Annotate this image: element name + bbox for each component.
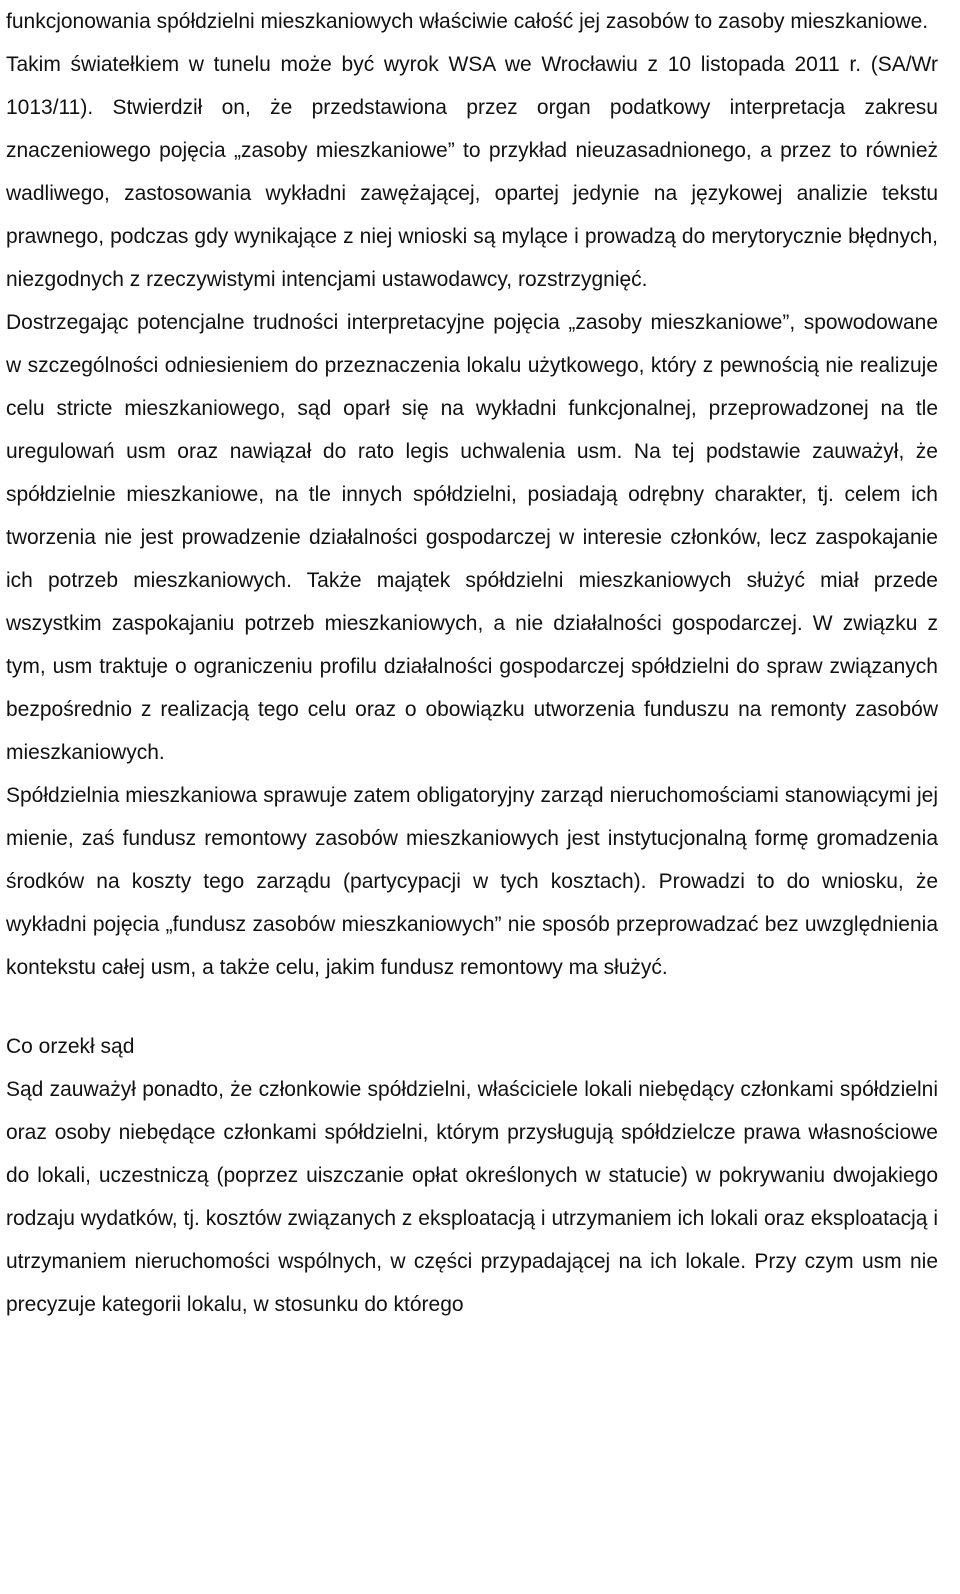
paragraph-wsa-ruling: Takim światełkiem w tunelu może być wyrok WSA we Wrocławiu z 10 listopada 2011 r. (SA/Wr 1013/11). Stwierdził on, że przedstawiona przez organ podatkowy interpretacja zakresu znaczeniowego pojęcia „zasoby mieszkaniowe” to przykład nieuzasadnionego, a przez to również wadliwego, zastosowania wykładni zawężającej, opartej jedynie na językowej analizie tekstu prawnego, podczas gdy wynikające z niej wnioski są mylące i prowadzą do merytorycznie błędnych, niezgodnych z rzeczywistymi intencjami ustawodawcy, rozstrzygnięć. — [6, 53, 938, 291]
paragraph-interpretation: Dostrzegając potencjalne trudności interpretacyjne pojęcia „zasoby mieszkaniowe”, spowodowane w szczególności odniesieniem do przeznaczenia lokalu użytkowego, który z pewnością nie realizuje celu stricte mieszkaniowego, sąd oparł się na wykładni funkcjonalnej, przeprowadzonej na tle uregulowań usm oraz nawiązał do rato legis uchwalenia usm. Na tej podstawie zauważył, że spółdzielnie mieszkaniowe, na tle innych spółdzielni, posiadają odrębny charakter, tj. celem ich tworzenia nie jest prowadzenie działalności gospodarczej w interesie członków, lecz zaspokajanie ich potrzeb mieszkaniowych. Także majątek spółdzielni mieszkaniowych służyć miał przede wszystkim zaspokajaniu potrzeb mieszkaniowych, a nie działalności gospodarczej. W związku z tym, usm traktuje o ograniczeniu profilu działalności gospodarczej spółdzielni do spraw związanych bezpośrednio z realizacją tego celu oraz o obowiązku utworzenia funduszu na remonty zasobów mieszkaniowych. — [6, 311, 938, 764]
paragraph-court-ruling: Sąd zauważył ponadto, że członkowie spółdzielni, właściciele lokali niebędący członkami spółdzielni oraz osoby niebędące członkami spółdzielni, którym przysługują spółdzielcze prawa własnościowe do lokali, uczestniczą (poprzez uiszczanie opłat określonych w statucie) w pokrywaniu dwojakiego rodzaju wydatków, tj. kosztów związanych z eksploatacją i utrzymaniem ich lokali oraz eksploatacją i utrzymaniem nieruchomości wspólnych, w części przypadającej na ich lokale. Przy czym usm nie precyzuje kategorii lokalu, w stosunku do którego — [6, 1078, 938, 1316]
section-heading: Co orzekł sąd — [6, 1035, 135, 1058]
paragraph-management: Spółdzielnia mieszkaniowa sprawuje zatem obligatoryjny zarząd nieruchomościami stanowiącymi jej mienie, zaś fundusz remontowy zasobów mieszkaniowych jest instytucjonalną formę gromadzenia środków na koszty tego zarządu (partycypacji w tych kosztach). Prowadzi to do wniosku, że wykładni pojęcia „fundusz zasobów mieszkaniowych” nie sposób przeprowadzać bez uwzględnienia kontekstu całej usm, a także celu, jakim fundusz remontowy ma służyć. — [6, 784, 938, 979]
paragraph-intro-continuation: funkcjonowania spółdzielni mieszkaniowych właściwie całość jej zasobów to zasoby mieszkaniowe. — [6, 10, 929, 33]
document-page — [6, 0, 938, 1326]
